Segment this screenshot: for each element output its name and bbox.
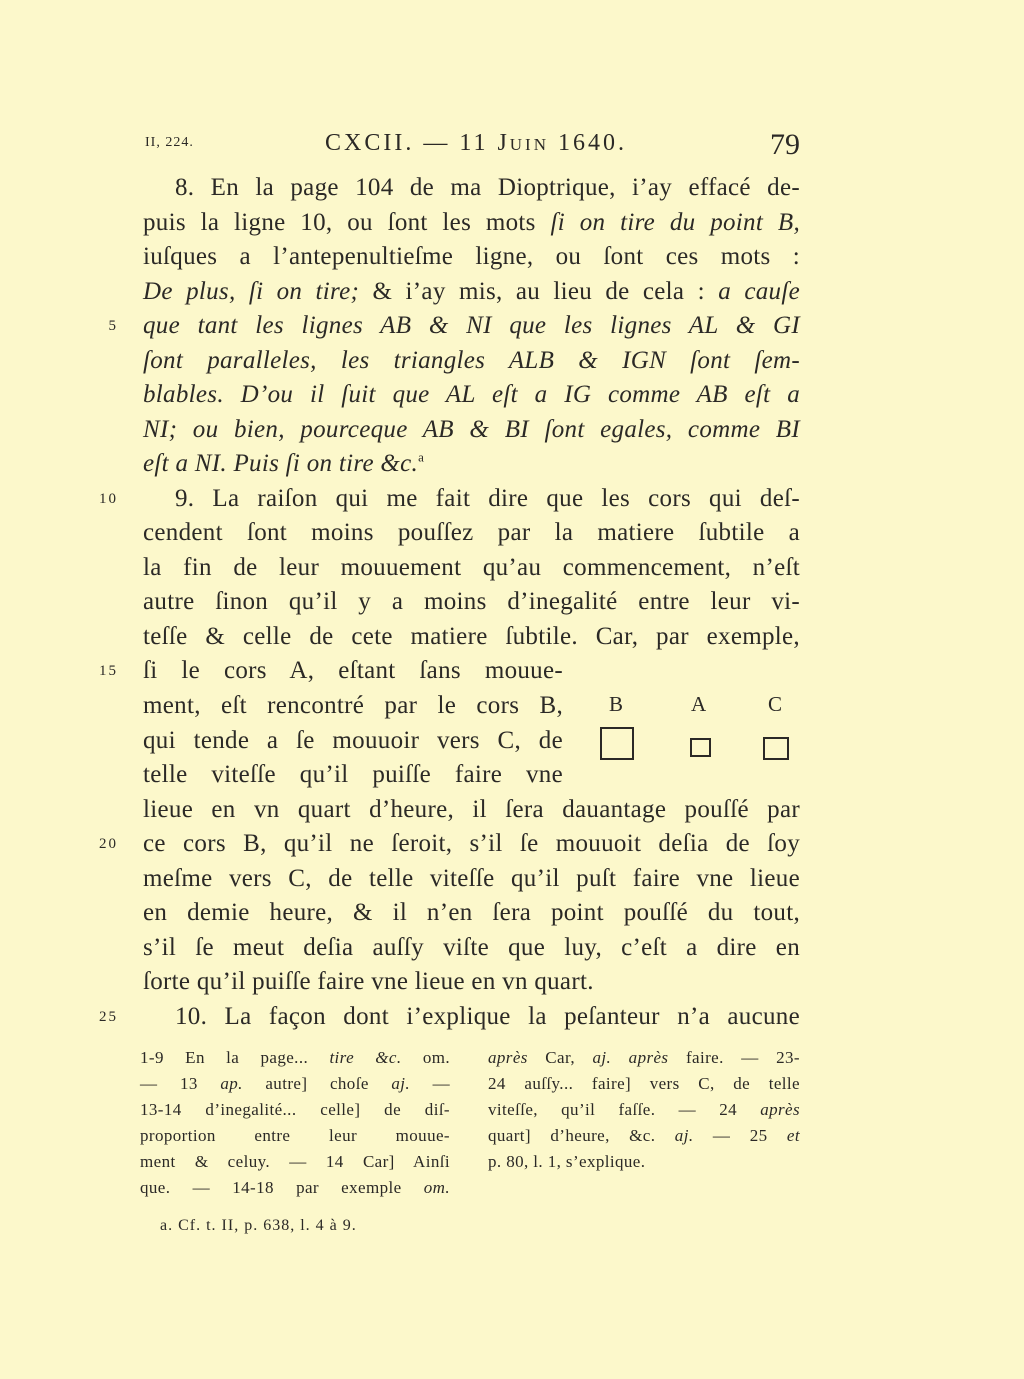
- variant-note-line: [488, 1123, 800, 1149]
- text-run: ſorte qu’il puiſſe faire vne lieue en vn quart.: [143, 968, 594, 996]
- text-line: [143, 689, 563, 724]
- italic-text: blables. D’ou il ſuit que AL eſt a IG comme AB eſt a: [143, 381, 800, 409]
- text-line: [99, 827, 800, 862]
- text-run: viteſſe, qu’il faſſe. — 24: [488, 1100, 761, 1119]
- text-line: [143, 413, 800, 448]
- text-line: [143, 793, 800, 828]
- text-run: — 25: [693, 1126, 787, 1145]
- text-line: [143, 240, 800, 275]
- text-run: 24 auſſy... faire] vers C, de telle: [488, 1074, 800, 1093]
- text-line: [143, 862, 800, 897]
- text-run: lieue en vn quart d’heure, il ſera dauantage pouſſé par: [143, 795, 800, 823]
- variant-note-line: [140, 1045, 450, 1071]
- italic-text: après: [488, 1048, 528, 1067]
- italic-text: om.: [423, 1178, 450, 1197]
- letter-heading: CXCII. — 11 Juin 1640.: [325, 130, 627, 156]
- text-line: [143, 931, 800, 966]
- italic-text: De plus, ſi on tire;: [143, 277, 360, 305]
- text-run: la fin de leur mouuement qu’au commencement, n’eſt: [143, 553, 800, 581]
- italic-text: tire &c.: [329, 1048, 402, 1067]
- body-a-square: [690, 738, 711, 757]
- text-run: om.: [401, 1048, 450, 1067]
- footnote-reference: a: [418, 449, 425, 465]
- variant-note-line: [140, 1175, 450, 1201]
- text-run: — 13: [140, 1074, 221, 1093]
- text-run: meſme vers C, de telle viteſſe qu’il puſt faire vne lieue: [143, 864, 800, 892]
- variant-notes-right-column: [488, 1045, 800, 1175]
- text-run: autre] choſe: [242, 1074, 392, 1093]
- text-line: [108, 309, 800, 344]
- variant-note-line: [140, 1071, 450, 1097]
- text-run: en demie heure, & il n’en ſera point pouſſé du tout,: [143, 899, 800, 927]
- text-run: quart] d’heure, &c.: [488, 1126, 675, 1145]
- text-line: [143, 724, 563, 759]
- figure-label-c: C: [768, 692, 783, 716]
- text-run: s’il ſe meut deſia auſſy viſte que luy, c’eſt a dire en: [143, 933, 800, 961]
- text-line: [99, 482, 800, 517]
- italic-text: ſi on tire du point B,: [550, 208, 800, 236]
- text-run: —: [410, 1074, 450, 1093]
- text-run: p. 80, l. 1, s’explique.: [488, 1152, 646, 1171]
- line-number: 20: [99, 836, 118, 853]
- text-line: [143, 516, 800, 551]
- variant-note-line: [140, 1097, 450, 1123]
- text-run: ment, eſt rencontré par le cors B,: [143, 691, 563, 719]
- italic-text: aj. après: [592, 1048, 669, 1067]
- italic-text: ſont paralleles, les triangles ALB & IGN ſont ſem-: [143, 346, 800, 374]
- figure-label-b: B: [609, 692, 624, 716]
- italic-text: et: [786, 1126, 800, 1145]
- text-run: ment & celuy. — 14 Car] Ainſi: [140, 1152, 450, 1171]
- text-run: cendent ſont moins pouſſez par la matiere ſubtile a: [143, 519, 800, 547]
- text-line: [143, 965, 800, 1000]
- text-line: [143, 896, 800, 931]
- text-run: 13-14 d’inegalité... celle] de diſ-: [140, 1100, 450, 1119]
- italic-text: a cauſe: [718, 277, 800, 305]
- footnote-a: a. Cf. t. II, p. 638, l. 4 à 9.: [160, 1217, 357, 1234]
- italic-text: après: [760, 1100, 800, 1119]
- italic-text: aj.: [391, 1074, 411, 1093]
- variant-note-line: [140, 1123, 450, 1149]
- italic-text: NI; ou bien, pourceque AB & BI ſont egales, comme BI: [143, 415, 800, 443]
- text-line: [143, 344, 800, 379]
- text-line: [143, 585, 800, 620]
- italic-text: ap.: [220, 1074, 243, 1093]
- text-run: ſi le cors A, eſtant ſans mouue-: [143, 657, 563, 685]
- text-run: ce cors B, qu’il ne ſeroit, s’il ſe mouuoit deſia de ſoy: [143, 830, 800, 858]
- italic-text: que tant les lignes AB & NI que les lignes AL & GI: [143, 312, 800, 340]
- text-line: [143, 275, 800, 310]
- text-line: [143, 551, 800, 586]
- text-run: teſſe & celle de cete matiere ſubtile. Car, par exemple,: [143, 622, 800, 650]
- variant-note-line: [140, 1149, 450, 1175]
- text-line: [143, 206, 800, 241]
- text-line: [99, 1000, 800, 1035]
- text-run: & i’ay mis, au lieu de cela :: [359, 277, 719, 305]
- variant-note-line: [488, 1045, 800, 1071]
- text-run: que. — 14-18 par exemple: [140, 1178, 424, 1197]
- variant-note-line: [488, 1149, 800, 1175]
- line-number: 5: [108, 318, 118, 335]
- italic-text: aj.: [674, 1126, 694, 1145]
- text-line: [143, 378, 800, 413]
- letter-text: [99, 171, 800, 1034]
- text-run: puis la ligne 10, ou ſont les mots: [143, 208, 551, 236]
- variant-notes-left-column: [140, 1045, 450, 1201]
- text-line: [143, 447, 800, 482]
- text-run: qui tende a ſe mouuoir vers C, de: [143, 726, 563, 754]
- line-number: 15: [99, 663, 118, 680]
- page-number: 79: [770, 128, 800, 161]
- text-line: [99, 654, 563, 689]
- figure-label-a: A: [691, 692, 707, 716]
- italic-text: eſt a NI. Puis ſi on tire &c.: [143, 450, 419, 478]
- body-c-square: [763, 737, 789, 760]
- line-number: 25: [99, 1008, 118, 1025]
- volume-page-reference: II, 224.: [145, 135, 194, 150]
- text-line: [143, 758, 563, 793]
- text-line: [143, 620, 800, 655]
- text-run: autre ſinon qu’il y a moins d’inegalité entre leur vi-: [143, 588, 800, 616]
- text-run: proportion entre leur mouue-: [140, 1126, 450, 1145]
- text-run: 10. La façon dont i’explique la peſanteur n’a aucune: [175, 1002, 800, 1030]
- text-run: 9. La raiſon qui me fait dire que les cors qui deſ-: [175, 484, 800, 512]
- text-run: 1-9 En la page...: [140, 1048, 330, 1067]
- line-number: 10: [99, 490, 118, 507]
- body-b-square: [600, 727, 634, 760]
- variant-note-line: [488, 1071, 800, 1097]
- text-run: faire. — 23-: [668, 1048, 800, 1067]
- text-run: iuſques a l’antepenultieſme ligne, ou ſont ces mots :: [143, 243, 800, 271]
- text-run: telle viteſſe qu’il puiſſe faire vne: [143, 761, 563, 789]
- text-run: 8. En la page 104 de ma Dioptrique, i’ay effacé de-: [175, 174, 800, 201]
- variant-note-line: [488, 1097, 800, 1123]
- text-run: Car,: [527, 1048, 593, 1067]
- text-line: [143, 171, 800, 206]
